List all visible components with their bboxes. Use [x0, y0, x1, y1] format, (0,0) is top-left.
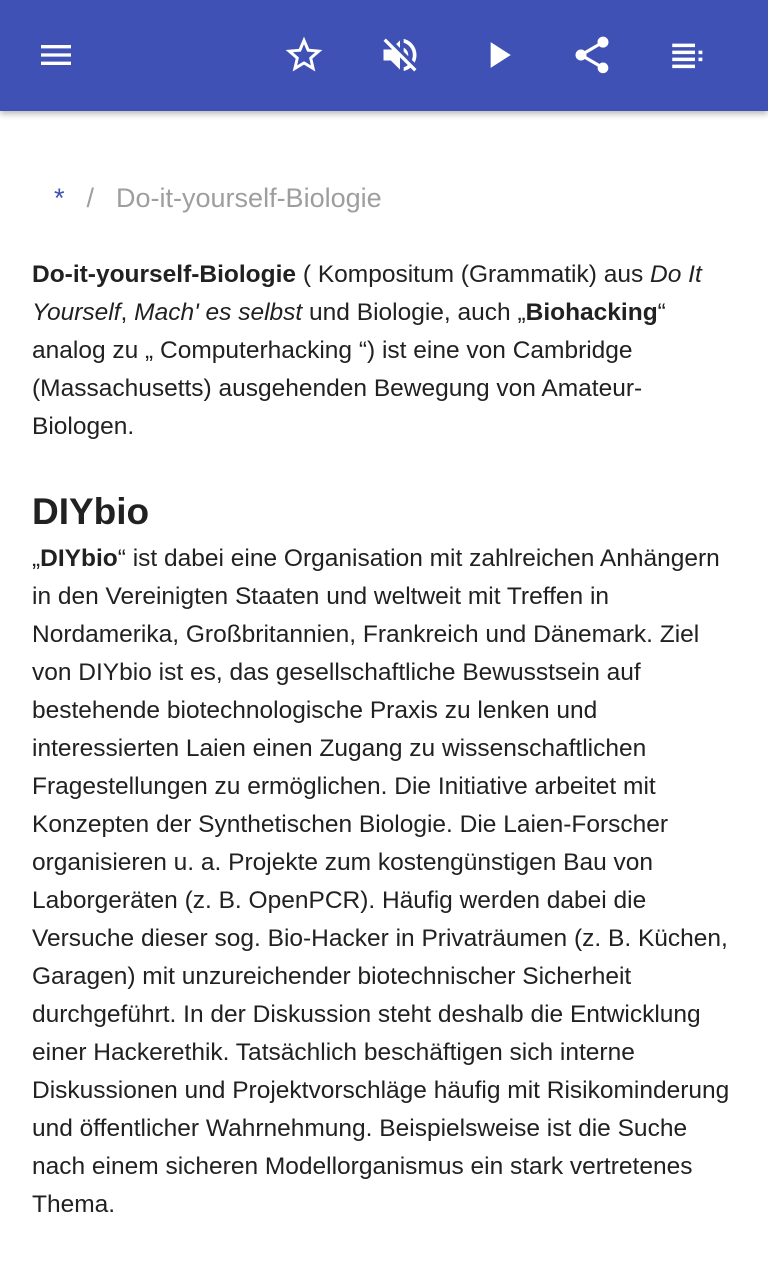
section-heading: DIYbio: [32, 491, 150, 532]
volume-off-icon[interactable]: [370, 25, 430, 85]
intro-text-1: ( Kompositum (Grammatik) aus: [296, 261, 651, 288]
intro-german-term: Mach' es selbst: [134, 299, 303, 326]
breadcrumb-separator: /: [86, 183, 95, 213]
menu-icon[interactable]: [26, 25, 86, 85]
share-icon[interactable]: [562, 25, 622, 85]
breadcrumb-current: Do-it-yourself-Biologie: [116, 183, 382, 213]
article: [32, 170, 742, 1224]
intro-text-4: “ analog zu „ Computerhacking “) ist eine von Cambridge (Massachusetts) ausgehenden Bewegung von Amateur-Biologen.: [32, 299, 666, 440]
intro-paragraph: [32, 256, 742, 446]
breadcrumb: [54, 170, 742, 226]
intro-term: Do-it-yourself-Biologie: [32, 261, 297, 288]
app-bar: [0, 0, 768, 111]
intro-text-3: und Biologie, auch „: [302, 299, 526, 326]
section-quote: „: [32, 545, 41, 572]
intro-text-2: ,: [120, 299, 135, 326]
play-icon[interactable]: [468, 25, 528, 85]
intro-english-term: Do It Yourself: [32, 261, 702, 326]
intro-alt-term: Biohacking: [525, 299, 658, 326]
section-paragraph: [32, 540, 742, 1224]
section-term: DIYbio: [40, 545, 118, 572]
section-body-text: “ ist dabei eine Organisation mit zahlreichen Anhängern in den Vereinigten Staaten und weltweit mit Treffen in Nordamerika, Großbritannien, Frankreich und Dänemark. Ziel von DIYbio ist es, das gesellschaftliche Bewusstsein auf bestehende biotechnologische Praxis zu lenken und interessierten Laien einen Zugang zu wissenschaftlichen Fragestellungen zu ermöglichen. Die Initiative arbeitet mit Konzepten der Synthetischen Biologie. Die Laien-Forscher organisieren u. a. Projekte zum kostengünstigen Bau von Laborgeräten (z. B. OpenPCR). Häufig werden dabei die Versuche dieser sog. Bio-Hacker in Privaträumen (z. B. Küchen, Garagen) mit unzureichender biotechnischer Sicherheit durchgeführt. In der Diskussion steht deshalb die Entwicklung einer Hackerethik. Tatsächlich beschäftigen sich interne Diskussionen und Projektvorschläge häufig mit Risikominderung und öffentlicher Wahrnehmung. Beispielsweise ist die Suche nach einem sicheren Modellorganismus ein stark vertretenes Thema.: [32, 545, 730, 1218]
playlist-icon[interactable]: [658, 25, 718, 85]
breadcrumb-home-link[interactable]: *: [54, 183, 65, 213]
star-outline-icon[interactable]: [274, 25, 334, 85]
